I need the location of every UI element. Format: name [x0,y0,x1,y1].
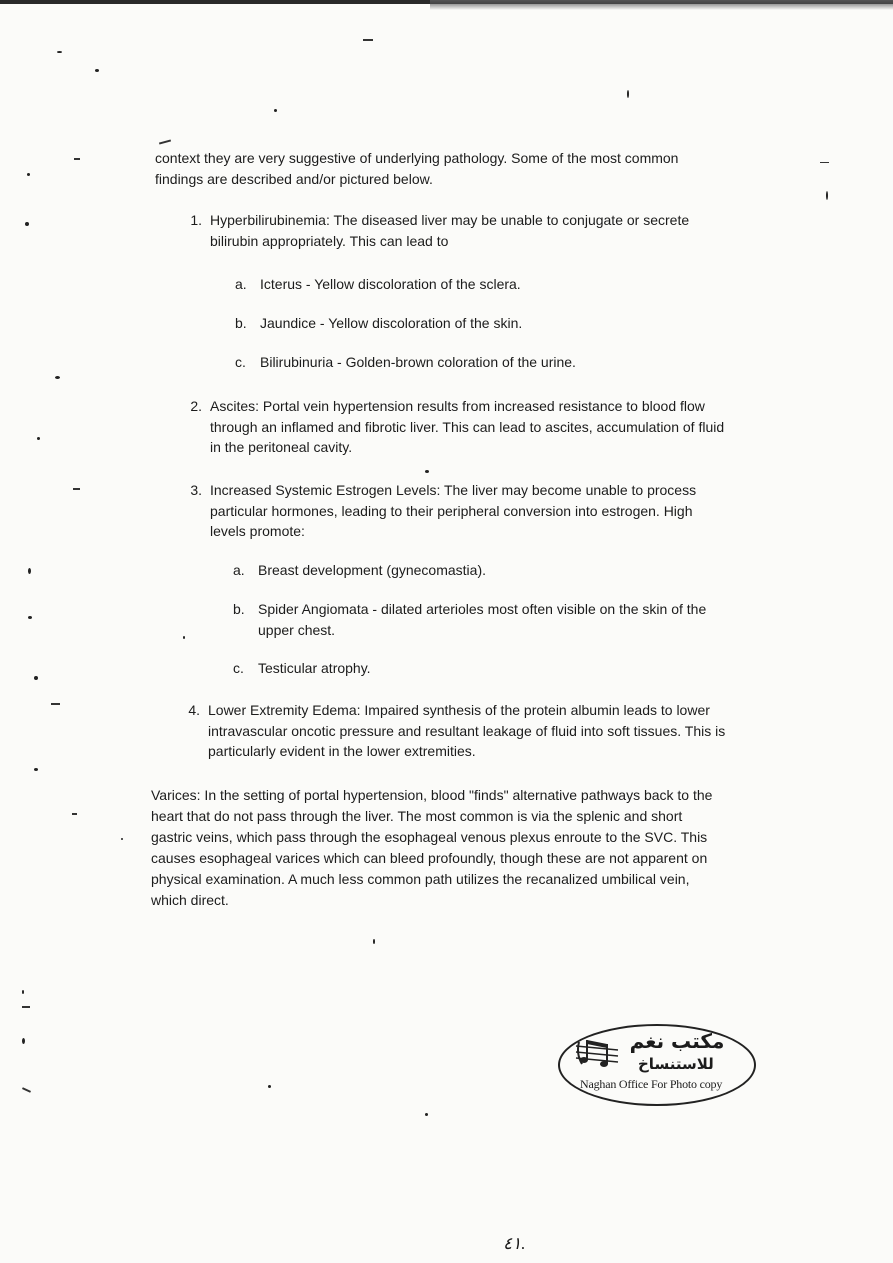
scan-speck [363,39,373,41]
scan-speck [34,676,38,680]
list-text-line: intravascular oncotic pressure and resultant leakage of fluid into soft tissues. This is [208,722,726,739]
scan-speck [28,568,31,574]
scan-speck [159,139,171,144]
list-text-line: Hyperbilirubinemia: The diseased liver may be unable to conjugate or secrete [210,212,690,228]
page-number: ٤١. [503,1234,526,1253]
scan-speck [73,488,80,490]
varices-line: which direct. [151,892,229,908]
scan-speck [627,90,629,98]
list-number: 2. [190,398,202,414]
scan-speck [37,437,40,440]
varices-paragraph [151,785,791,911]
list-number: 1. [190,212,202,228]
list-text-line: through an inflamed and fibrotic liver. This can lead to ascites, accumulation of fluid [210,418,725,435]
scan-speck [425,470,429,473]
sub-item-spider-angiomata [233,599,773,641]
list-text-line: in the peritoneal cavity. [210,439,353,455]
list-text-line: Ascites: Portal vein hypertension results from increased resistance to blood flow [210,398,705,414]
scan-speck [72,813,77,815]
stamp-arabic-title: مكتب نغم [629,1029,725,1053]
scan-speck [28,616,32,619]
intro-line: findings are described and/or pictured below. [155,171,433,187]
sub-marker: a. [233,562,245,578]
sub-marker: a. [235,276,247,292]
list-text-line: particular hormones, leading to their peripheral conversion into estrogen. High [210,502,693,519]
sub-item-bilirubinuria [235,352,635,373]
scan-speck [274,109,277,112]
scan-speck [22,1038,25,1044]
sub-text-line: Spider Angiomata - dilated arterioles most often visible on the skin of the [258,601,707,617]
list-number: 3. [190,482,202,498]
scan-speck [25,222,29,226]
scan-speck [27,173,30,176]
list-number: 4. [188,702,200,718]
scan-speck [95,69,99,72]
sub-text: Icterus - Yellow discoloration of the sclera. [260,276,521,292]
sub-item-testicular-atrophy [233,658,633,679]
sub-item-icterus [235,274,635,295]
list-item-edema [178,700,778,764]
scan-speck [22,1006,30,1008]
scan-speck [373,939,375,944]
scan-speck [51,703,60,705]
list-item-ascites [180,396,780,460]
varices-line: gastric veins, which pass through the esophageal venous plexus enroute to the SVC. This [151,829,708,845]
sub-item-gynecomastia [233,560,633,581]
scan-edge-shadow-right [430,0,893,10]
scan-speck [268,1085,271,1088]
sub-text: Testicular atrophy. [258,660,371,676]
sub-item-jaundice [235,313,635,334]
intro-line: context they are very suggestive of underlying pathology. Some of the most common [155,150,679,166]
varices-line: heart that do not pass through the liver. The most common is via the splenic and short [151,808,683,824]
scan-speck [121,838,123,840]
scan-speck [183,636,185,639]
sub-marker: b. [235,315,247,331]
scan-speck [57,51,62,53]
sub-marker: b. [233,601,245,617]
sub-marker: c. [233,660,244,676]
sub-marker: c. [235,354,246,370]
sub-text-line: upper chest. [258,622,336,638]
list-text-line: Increased Systemic Estrogen Levels: The liver may become unable to process [210,482,697,498]
scan-speck [22,1087,31,1093]
scan-speck [820,162,829,163]
list-text-line: Lower Extremity Edema: Impaired synthesis of the protein albumin leads to lower [208,702,710,718]
scan-speck [22,990,24,994]
sub-text: Breast development (gynecomastia). [258,562,486,578]
list-text-line: levels promote: [210,523,305,539]
scan-speck [74,158,80,160]
varices-line: Varices: In the setting of portal hypertension, blood "finds" alternative pathways back to the [151,787,713,803]
varices-line: causes esophageal varices which can bleed profoundly, though these are not apparent on [151,850,708,866]
scan-speck [34,768,38,771]
stamp-english-text: Naghan Office For Photo copy [580,1077,723,1091]
sub-text: Bilirubinuria - Golden-brown coloration of the urine. [260,354,576,370]
list-item-estrogen [180,480,780,544]
list-item-hyperbilirubinemia [180,210,740,255]
intro-paragraph [155,148,678,190]
scan-speck [55,376,60,379]
scan-speck [826,191,828,200]
sub-text: Jaundice - Yellow discoloration of the skin. [260,315,523,331]
photocopy-office-stamp [558,1024,756,1106]
list-text-line: bilirubin appropriately. This can lead to [210,232,449,249]
list-text-line: particularly evident in the lower extremities. [208,743,476,759]
scan-speck [425,1113,428,1116]
varices-line: physical examination. A much less common path utilizes the recanalized umbilical vein, [151,871,690,887]
stamp-arabic-subtitle: للاستنساخ [638,1055,714,1073]
